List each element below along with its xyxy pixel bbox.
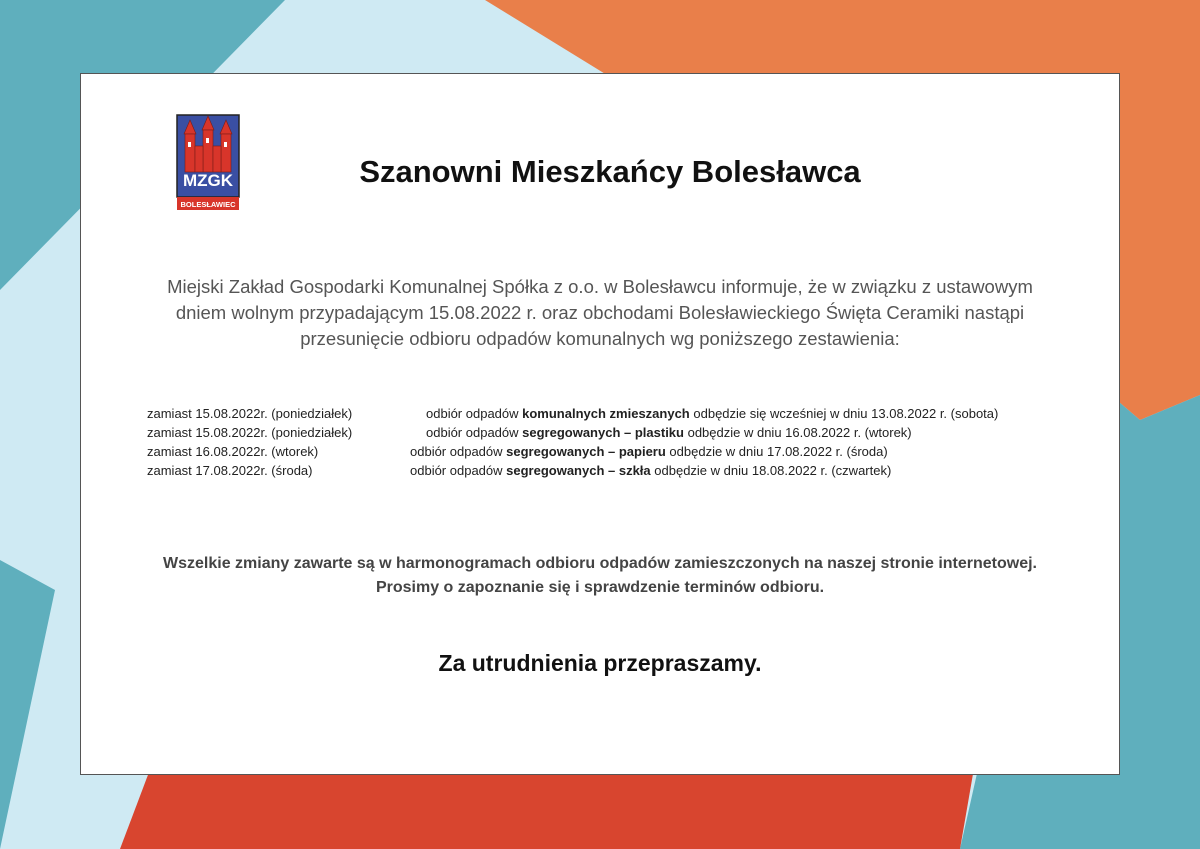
original-date: zamiast 15.08.2022r. (poniedziałek): [147, 425, 353, 440]
original-date: zamiast 15.08.2022r. (poniedziałek): [147, 406, 353, 421]
collection-date: odbędzie w dniu 18.08.2022 r. (czwartek): [650, 463, 892, 478]
intro-paragraph: [101, 274, 1099, 352]
collection-info: [410, 461, 891, 480]
collection-info: [410, 442, 888, 461]
collection-info: [426, 404, 998, 423]
original-date: zamiast 16.08.2022r. (wtorek): [147, 444, 319, 459]
logo-subtext: BOLESŁAWIEC: [180, 200, 236, 209]
collection-prefix: odbiór odpadów: [410, 444, 507, 459]
intro-line: przesunięcie odbioru odpadów komunalnych wg poniższego zestawienia:: [300, 328, 900, 349]
waste-type: segregowanych – plastiku: [522, 425, 684, 440]
waste-type: segregowanych – szkła: [506, 463, 651, 478]
collection-date: odbędzie w dniu 17.08.2022 r. (środa): [665, 444, 888, 459]
intro-line: dniem wolnym przypadającym 15.08.2022 r. oraz obchodami Bolesławieckiego Święta Ceramiki nastąpi: [175, 302, 1025, 323]
collection-date: odbędzie się wcześniej w dniu 13.08.2022 r. (sobota): [689, 406, 999, 421]
collection-info: [426, 423, 912, 442]
apology-text: Za utrudnienia przepraszamy.: [438, 650, 762, 676]
notice-card: [80, 73, 1120, 775]
intro-line: Miejski Zakład Gospodarki Komunalnej Spółka z o.o. w Bolesławcu informuje, że w związku z ustawowym: [167, 276, 1033, 297]
page-title: Szanowni Mieszkańcy Bolesławca: [359, 154, 861, 189]
waste-type: komunalnych zmieszanych: [522, 406, 690, 421]
collection-prefix: odbiór odpadów: [426, 406, 523, 421]
waste-type: segregowanych – papieru: [506, 444, 666, 459]
logo-text: MZGK: [182, 171, 234, 190]
notice-line: Wszelkie zmiany zawarte są w harmonogramach odbioru odpadów zamieszczonych na naszej stronie internetowej.: [163, 555, 1037, 572]
notice-line: Prosimy o zapoznanie się i sprawdzenie terminów odbioru.: [375, 579, 825, 596]
notice-paragraph: [91, 552, 1109, 600]
collection-prefix: odbiór odpadów: [410, 463, 507, 478]
collection-date: odbędzie w dniu 16.08.2022 r. (wtorek): [683, 425, 912, 440]
collection-prefix: odbiór odpadów: [426, 425, 523, 440]
original-date: zamiast 17.08.2022r. (środa): [147, 463, 313, 478]
